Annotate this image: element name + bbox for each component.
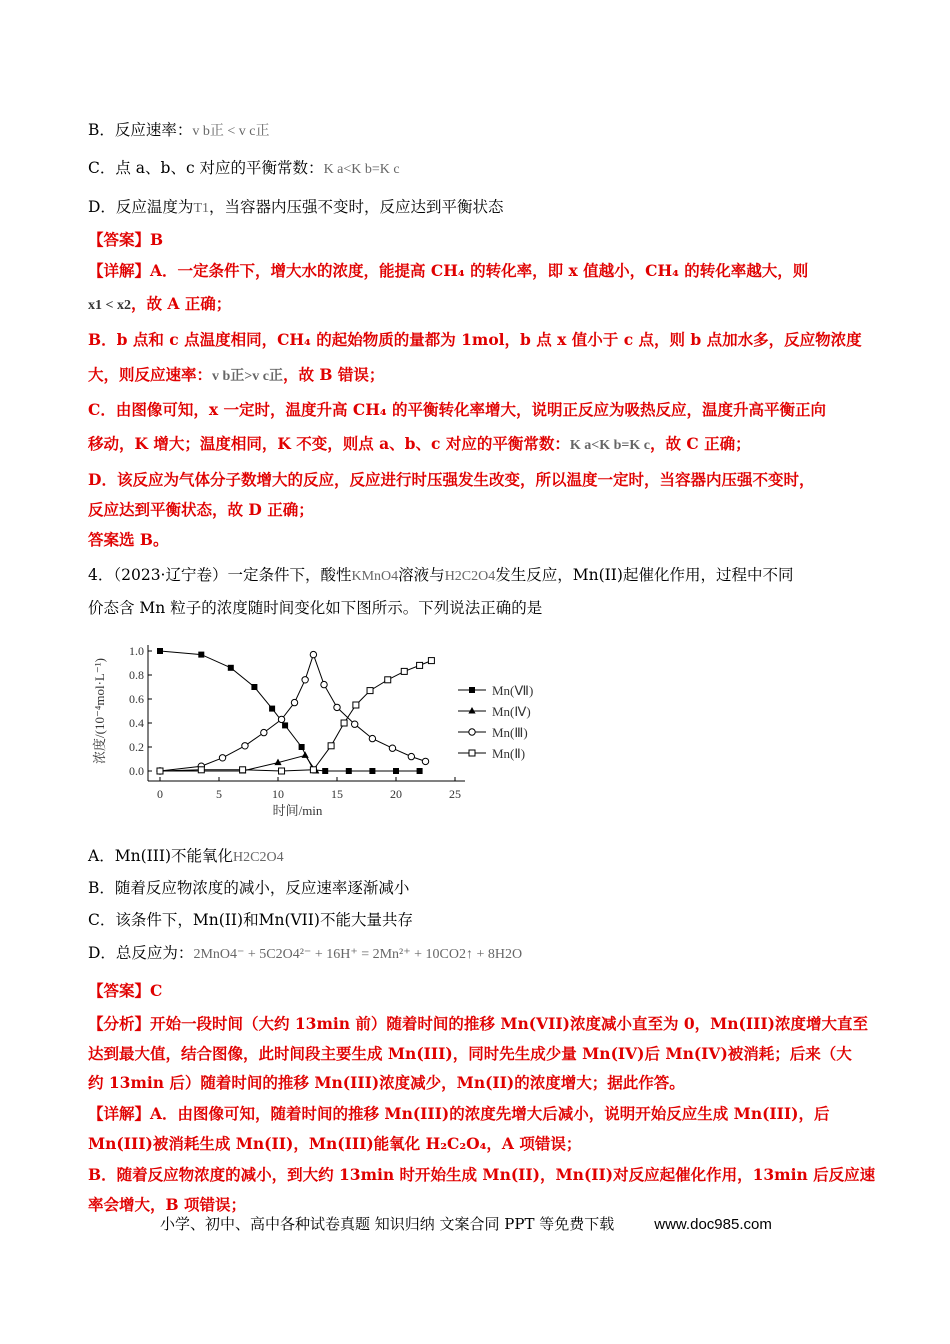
data-point-0 xyxy=(346,768,352,774)
data-point-2 xyxy=(278,716,284,722)
k-formula-2: K a<K b=K c xyxy=(569,438,650,453)
q4-text-4: (II)起催化作用，过程中不同 xyxy=(598,566,794,584)
analysis-2: 达到最大值，结合图像，此时间段主要生成 Mn(III)，同时先生成少量 Mn(IV)后 Mn(IV)被消耗；后来（大 xyxy=(88,1044,852,1063)
option-c-text-2: (VII)不能大量共存 xyxy=(284,911,413,929)
detail-1f: C．由图像可知，x 一定时，温度升高 CH₄ 的平衡转化率增大，说明正反应为吸热反应，温度升高平衡正向 xyxy=(88,400,827,419)
series-line-0 xyxy=(160,651,420,771)
legend-label-2: Mn(Ⅲ) xyxy=(492,725,528,740)
total-reaction-formula: 2MnO4⁻ + 5C2O4²⁻ + 16H⁺ = 2Mn²⁺ + 10CO2↑ + 8H2O xyxy=(193,947,523,962)
data-point-2 xyxy=(261,729,267,735)
answer-1: 【答案】B xyxy=(88,230,164,249)
option-c-prev xyxy=(88,158,400,180)
data-point-1 xyxy=(302,751,309,758)
y-tick-label: 0.0 xyxy=(129,764,144,778)
detail-1g xyxy=(88,434,751,456)
y-tick-label: 0.8 xyxy=(129,668,144,682)
x-tick-label: 20 xyxy=(390,787,402,801)
data-point-0 xyxy=(269,706,275,712)
x-tick-label: 15 xyxy=(331,787,343,801)
option-c-mn2: Mn xyxy=(258,911,285,929)
legend-label-0: Mn(Ⅶ) xyxy=(492,683,534,698)
option-a xyxy=(88,846,284,868)
x-formula: x1 < x2 xyxy=(88,298,131,313)
detail-1a: 【详解】A．一定条件下，增大水的浓度，能提高 CH₄ 的转化率，即 x 值越小，CH₄ 的转化率越大，则 xyxy=(88,261,809,280)
y-tick-label: 0.4 xyxy=(129,716,144,730)
option-c-text: (II)和 xyxy=(218,911,259,929)
kmno4-formula: KMnO4 xyxy=(351,569,399,584)
data-point-3 xyxy=(401,668,407,674)
data-point-3 xyxy=(240,767,246,773)
option-a-mn: Mn xyxy=(114,847,141,865)
data-point-2 xyxy=(352,721,358,727)
t1-formula: T1 xyxy=(193,201,209,216)
detail-1d-text: 大，则反应速率： xyxy=(88,365,213,384)
footer-site[interactable]: www.doc985.com xyxy=(654,1216,772,1233)
analysis-3: 约 13min 后）随着时间的推移 Mn(III)浓度减少，Mn(II)的浓度增大；据此作答。 xyxy=(88,1073,685,1092)
analysis-1: 【分析】开始一段时间（大约 13min 前）随着时间的推移 Mn(VII)浓度减小直至为 0，Mn(III)浓度增大直至 xyxy=(88,1014,868,1033)
data-point-3 xyxy=(353,702,359,708)
data-point-0 xyxy=(251,684,257,690)
option-a-formula: H2C2O4 xyxy=(233,850,284,865)
y-tick-label: 0.2 xyxy=(129,740,144,754)
option-c xyxy=(88,910,413,930)
option-b-text: B．反应速率： xyxy=(88,121,193,139)
detail-1b xyxy=(88,294,231,316)
data-point-2 xyxy=(389,745,395,751)
option-d xyxy=(88,943,522,965)
detail-1g-text: 移动，K 增大；温度相同，K 不变，则点 a、b、c 对应的平衡常数： xyxy=(88,434,570,453)
legend-marker-0 xyxy=(469,687,475,693)
option-a-text: (III)不能氧化 xyxy=(140,847,234,865)
detail-1i: D．该反应为气体分子数增大的反应，反应进行时压强发生改变，所以温度一定时，当容器内压强不变时， xyxy=(88,470,815,489)
data-point-2 xyxy=(408,753,414,759)
data-point-3 xyxy=(310,767,316,773)
option-c-mn1: Mn xyxy=(192,911,219,929)
option-d-prev xyxy=(88,197,504,219)
data-point-3 xyxy=(279,768,285,774)
detail-1j: 反应达到平衡状态，故 D 正确； xyxy=(88,500,314,519)
data-point-3 xyxy=(198,767,204,773)
question-4-line1 xyxy=(88,565,793,587)
detail-2b: Mn(III)被消耗生成 Mn(II)，Mn(III)能氧化 H₂C₂O₄，A 项错误； xyxy=(88,1134,582,1153)
option-a-label: A． xyxy=(88,847,115,865)
detail-2d: 率会增大，B 项错误； xyxy=(88,1195,246,1214)
y-tick-label: 1.0 xyxy=(129,644,144,658)
detail-1k: 答案选 B。 xyxy=(88,530,169,549)
option-b-prev xyxy=(88,120,270,142)
legend-label-1: Mn(Ⅳ) xyxy=(492,704,531,719)
y-tick-label: 0.6 xyxy=(129,692,144,706)
data-point-3 xyxy=(157,768,163,774)
data-point-3 xyxy=(341,720,347,726)
data-point-0 xyxy=(322,768,328,774)
page-footer xyxy=(160,1213,772,1234)
data-point-0 xyxy=(393,768,399,774)
data-point-3 xyxy=(367,688,373,694)
detail-1d xyxy=(88,365,384,387)
x-tick-label: 25 xyxy=(449,787,461,801)
data-point-2 xyxy=(219,755,225,761)
data-point-2 xyxy=(291,699,297,705)
data-point-0 xyxy=(198,652,204,658)
option-d-label: D．总反应为： xyxy=(88,944,194,962)
x-tick-label: 0 xyxy=(157,787,163,801)
data-point-2 xyxy=(310,651,316,657)
q4-text-3: 发生反应， xyxy=(495,566,573,584)
concentration-time-chart xyxy=(88,635,568,825)
data-point-0 xyxy=(228,665,234,671)
data-point-2 xyxy=(302,677,308,683)
data-point-3 xyxy=(385,677,391,683)
data-point-0 xyxy=(157,648,163,654)
detail-1e-text: ，故 B 错误； xyxy=(283,365,385,384)
option-b: B．随着反应物浓度的减小，反应速率逐渐减小 xyxy=(88,879,410,897)
data-point-3 xyxy=(428,658,434,664)
k-formula: K a<K b=K c xyxy=(323,162,400,177)
x-tick-label: 10 xyxy=(272,787,284,801)
detail-1b-text: ，故 A 正确； xyxy=(130,294,232,313)
data-point-3 xyxy=(328,743,334,749)
footer-text: 小学、初中、高中各种试卷真题 知识归纳 文案合同 PPT 等免费下载 xyxy=(160,1215,615,1233)
option-d-text-2: ，当容器内压强不变时，反应达到平衡状态 xyxy=(209,198,504,216)
data-point-2 xyxy=(422,758,428,764)
data-point-2 xyxy=(242,743,248,749)
detail-2a: 【详解】A．由图像可知，随着时间的推移 Mn(III)的浓度先增大后减小，说明开始反应生成 Mn(III)，后 xyxy=(88,1104,830,1123)
detail-1h-text: ，故 C 正确； xyxy=(649,434,751,453)
series-line-2 xyxy=(160,655,426,771)
legend-marker-3 xyxy=(469,750,475,756)
data-point-2 xyxy=(321,681,327,687)
data-point-3 xyxy=(417,662,423,668)
question-4-line2: 价态含 Mn 粒子的浓度随时间变化如下图所示。下列说法正确的是 xyxy=(88,599,543,617)
q4-text-2: 溶液与 xyxy=(398,566,445,584)
answer-2: 【答案】C xyxy=(88,981,163,1000)
option-c-label: C．该条件下， xyxy=(88,911,193,929)
legend-label-3: Mn(Ⅱ) xyxy=(492,746,526,761)
detail-2c: B．随着反应物浓度的减小，到大约 13min 时开始生成 Mn(II)，Mn(II)对反应起催化作用，13min 后反应速 xyxy=(88,1165,876,1184)
data-point-2 xyxy=(334,704,340,710)
q4-text-1: 4．（2023·辽宁卷）一定条件下，酸性 xyxy=(88,566,352,584)
detail-1c: B．b 点和 c 点温度相同，CH₄ 的起始物质的量都为 1mol，b 点 x 值小于 c 点，则 b 点加水多，反应物浓度 xyxy=(88,330,862,349)
x-tick-label: 5 xyxy=(216,787,222,801)
data-point-0 xyxy=(282,722,288,728)
data-point-0 xyxy=(417,768,423,774)
data-point-0 xyxy=(369,768,375,774)
rate-formula: v b正 < v c正 xyxy=(192,124,270,139)
mn-formula: Mn xyxy=(572,566,599,584)
data-point-2 xyxy=(369,735,375,741)
legend-marker-1 xyxy=(468,707,475,714)
legend-marker-2 xyxy=(469,729,475,735)
option-d-text: D．反应温度为 xyxy=(88,198,194,216)
x-axis-label: 时间/min xyxy=(272,803,323,818)
y-axis-label: 浓度/(10⁻⁴mol·L⁻¹) xyxy=(92,658,107,764)
rate-formula-2: v b正>v c正 xyxy=(212,369,283,384)
option-c-text: C．点 a、b、c 对应的平衡常数： xyxy=(88,159,324,177)
h2c2o4-formula: H2C2O4 xyxy=(444,569,496,584)
data-point-0 xyxy=(299,744,305,750)
